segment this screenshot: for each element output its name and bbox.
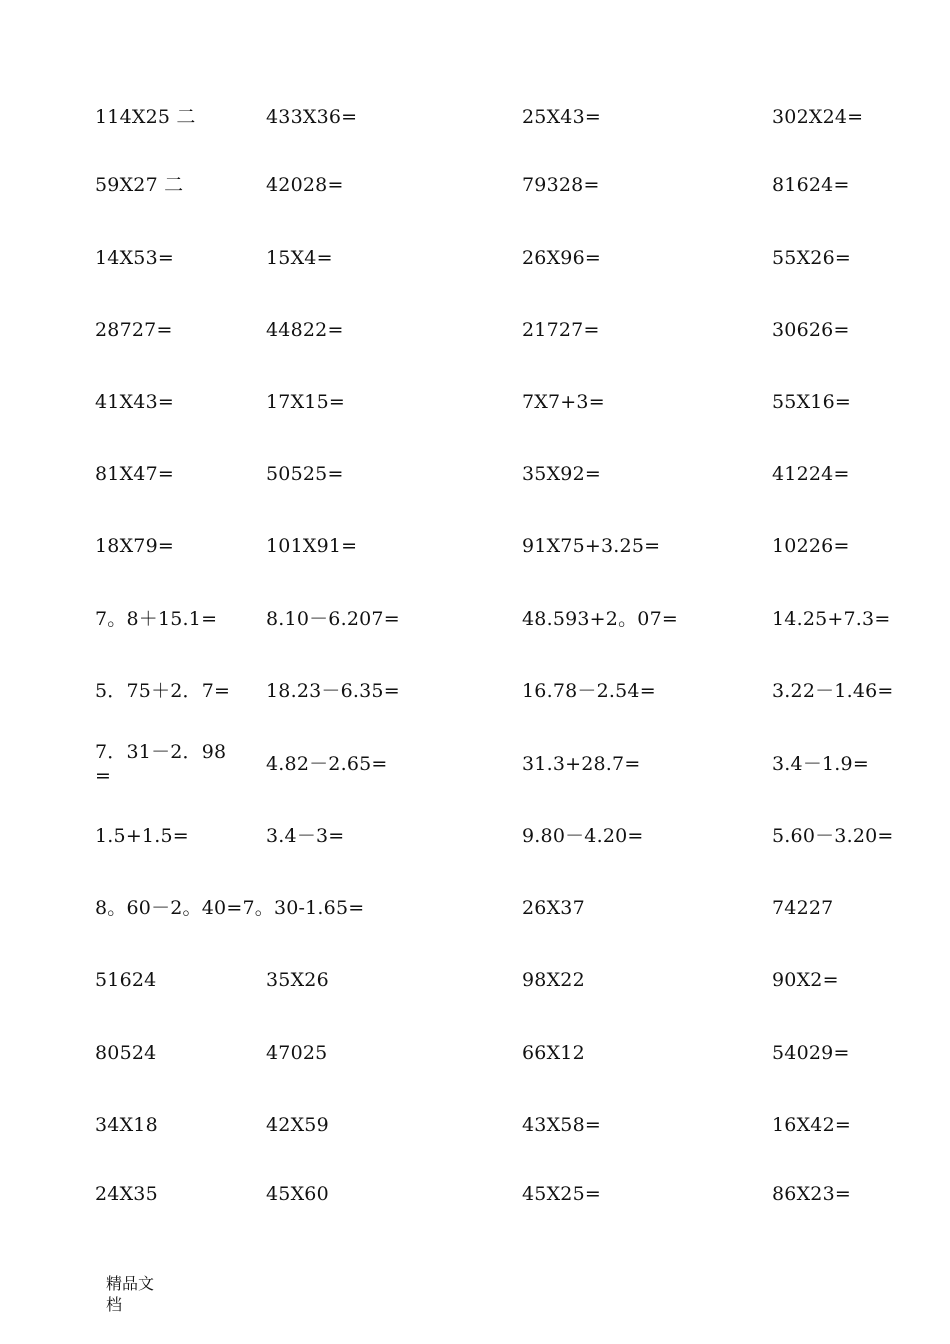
problem-r11-c1: 1.5+1.5=: [95, 825, 189, 847]
problem-r12-c1: [95, 897, 364, 919]
problem-r8-c3: 48.593+2。07=: [522, 608, 678, 630]
problem-r8-c4: 14.25+7.3=: [772, 608, 891, 630]
problem-r8-c2: 8.10－6.207=: [266, 608, 400, 630]
problem-r2-c1: 59X27 二: [95, 174, 184, 196]
problem-r13-c3: 98X22: [522, 969, 585, 991]
problem-r4-c4: 30626=: [772, 319, 850, 341]
problem-r1-c3: 25X43=: [522, 106, 601, 128]
problem-r3-c3: 26X96=: [522, 247, 601, 269]
problem-r14-c1: 80524: [95, 1042, 157, 1064]
problem-r9-c3: 16.78－2.54=: [522, 680, 656, 702]
problem-r6-c2: 50525=: [266, 463, 344, 485]
problem-r9-c2: 18.23－6.35=: [266, 680, 400, 702]
problem-r10-c2: 4.82－2.65=: [266, 753, 388, 775]
problem-r13-c4: 90X2=: [772, 969, 839, 991]
problem-r10-c3: 31.3+28.7=: [522, 753, 641, 775]
problem-r12-c1-text: 8。60－2。40=: [95, 897, 243, 919]
problem-r13-c1: 51624: [95, 969, 157, 991]
problem-r7-c2: 101X91=: [266, 535, 358, 557]
problem-r4-c2: 44822=: [266, 319, 344, 341]
problem-r5-c4: 55X16=: [772, 391, 851, 413]
problem-r1-c2: 433X36=: [266, 106, 358, 128]
problem-r13-c2: 35X26: [266, 969, 329, 991]
problem-r7-c3: 91X75+3.25=: [522, 535, 661, 557]
problem-r16-c3: 45X25=: [522, 1183, 601, 1205]
problem-r14-c4: 54029=: [772, 1042, 850, 1064]
problem-r10-c1: 7．31－2．98 =: [95, 741, 227, 787]
problem-r1-c4: 302X24=: [772, 106, 864, 128]
problem-r16-c1: 24X35: [95, 1183, 158, 1205]
problem-r5-c3: 7X7+3=: [522, 391, 605, 413]
problem-r4-c3: 21727=: [522, 319, 600, 341]
problem-r11-c3: 9.80－4.20=: [522, 825, 644, 847]
problem-r15-c2: 42X59: [266, 1114, 329, 1136]
problem-r11-c4: 5.60－3.20=: [772, 825, 894, 847]
problem-r5-c1: 41X43=: [95, 391, 174, 413]
problem-r11-c2: 3.4－3=: [266, 825, 345, 847]
problem-r7-c1: 18X79=: [95, 535, 174, 557]
problem-r14-c2: 47025: [266, 1042, 328, 1064]
problem-r1-c1: 114X25 二: [95, 106, 196, 128]
problem-r4-c1: 28727=: [95, 319, 173, 341]
problem-r5-c2: 17X15=: [266, 391, 345, 413]
problem-r2-c3: 79328=: [522, 174, 600, 196]
problem-r3-c2: 15X4=: [266, 247, 333, 269]
problem-r3-c1: 14X53=: [95, 247, 174, 269]
problem-r10-c4: 3.4－1.9=: [772, 753, 869, 775]
problem-r7-c4: 10226=: [772, 535, 850, 557]
problem-r8-c1: 7。8＋15.1=: [95, 608, 218, 630]
problem-r15-c1: 34X18: [95, 1114, 158, 1136]
problem-r15-c3: 43X58=: [522, 1114, 601, 1136]
problem-r2-c4: 81624=: [772, 174, 850, 196]
problem-r16-c4: 86X23=: [772, 1183, 851, 1205]
problem-r3-c4: 55X26=: [772, 247, 851, 269]
problem-r16-c2: 45X60: [266, 1183, 329, 1205]
problem-r15-c4: 16X42=: [772, 1114, 851, 1136]
problem-r9-c1: 5．75＋2．7=: [95, 680, 231, 702]
problem-r9-c4: 3.22－1.46=: [772, 680, 894, 702]
problem-r12-c3: 26X37: [522, 897, 585, 919]
problem-r6-c1: 81X47=: [95, 463, 174, 485]
problem-r6-c4: 41224=: [772, 463, 850, 485]
problem-r6-c3: 35X92=: [522, 463, 601, 485]
footer-label: 精品文档: [106, 1274, 155, 1314]
problem-r12-c4: 74227: [772, 897, 834, 919]
problem-r2-c2: 42028=: [266, 174, 344, 196]
problem-r14-c3: 66X12: [522, 1042, 585, 1064]
problem-r12-c2: 7。30-1.65=: [242, 897, 365, 919]
